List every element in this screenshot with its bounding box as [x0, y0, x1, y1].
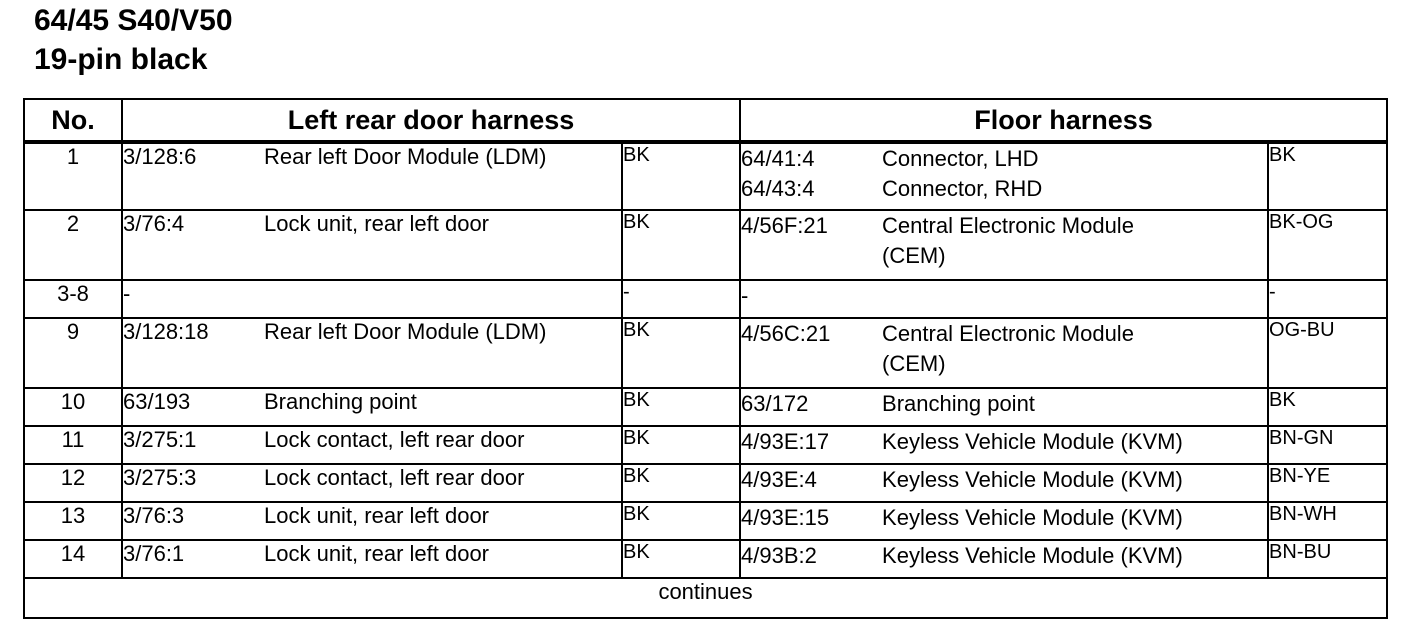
floor-component-code-line: 63/172 [741, 391, 809, 416]
footer-row [24, 578, 1387, 618]
left-component-code: 63/193 [122, 388, 264, 426]
connector-subtitle: 19-pin black [34, 43, 208, 76]
floor-wire-color: BN-WH [1268, 502, 1387, 540]
left-wire-color: BK [622, 318, 740, 388]
left-component-code: 3/128:18 [122, 318, 264, 388]
pin-number: 1 [24, 142, 122, 210]
header-floor-harness: Floor harness [740, 99, 1387, 142]
table-row [24, 210, 1387, 280]
table-header-row [24, 99, 1387, 142]
floor-component-description-line: Connector, LHD [882, 146, 1039, 171]
floor-component-description [882, 280, 1268, 318]
left-wire-color: BK [622, 540, 740, 578]
floor-component-code [740, 502, 882, 540]
floor-component-code-line: 4/56F:21 [741, 213, 828, 238]
left-component-description: Lock unit, rear left door [264, 502, 622, 540]
continues-note: continues [658, 579, 753, 604]
floor-component-description [882, 210, 1268, 280]
table-body [24, 142, 1387, 578]
floor-wire-color: BK-OG [1268, 210, 1387, 280]
left-component-description [264, 280, 622, 318]
pin-number: 2 [24, 210, 122, 280]
floor-wire-color: BK [1268, 142, 1387, 210]
pin-number: 12 [24, 464, 122, 502]
left-wire-color: BK [622, 142, 740, 210]
table-row [24, 280, 1387, 318]
pin-number: 3-8 [24, 280, 122, 318]
floor-component-code [740, 426, 882, 464]
table-row [24, 502, 1387, 540]
floor-component-description-line: Connector, RHD [882, 176, 1043, 201]
floor-wire-color: - [1268, 280, 1387, 318]
table-row [24, 426, 1387, 464]
floor-component-code-line: 4/93E:4 [741, 467, 817, 492]
left-component-code: 3/76:3 [122, 502, 264, 540]
pin-number: 10 [24, 388, 122, 426]
pin-number: 11 [24, 426, 122, 464]
left-component-description: Rear left Door Module (LDM) [264, 318, 622, 388]
left-wire-color: BK [622, 210, 740, 280]
floor-component-description-line: (CEM) [882, 351, 946, 376]
floor-component-description-line: Keyless Vehicle Module (KVM) [882, 543, 1183, 568]
floor-component-description [882, 540, 1268, 578]
floor-component-code-line: - [741, 283, 749, 308]
left-wire-color: BK [622, 426, 740, 464]
floor-wire-color: BK [1268, 388, 1387, 426]
floor-component-description-line: Keyless Vehicle Module (KVM) [882, 467, 1183, 492]
floor-component-code [740, 210, 882, 280]
floor-component-description [882, 464, 1268, 502]
left-component-code: 3/275:3 [122, 464, 264, 502]
left-component-code: - [122, 280, 264, 318]
floor-component-code [740, 388, 882, 426]
left-wire-color: BK [622, 502, 740, 540]
left-component-description: Lock contact, left rear door [264, 464, 622, 502]
pin-number: 14 [24, 540, 122, 578]
floor-component-description [882, 318, 1268, 388]
floor-component-code [740, 464, 882, 502]
floor-component-code [740, 540, 882, 578]
left-component-description: Lock unit, rear left door [264, 540, 622, 578]
document-title: 64/45 S40/V50 [34, 4, 233, 37]
floor-component-code [740, 142, 882, 210]
floor-component-description [882, 388, 1268, 426]
floor-component-description-line: (CEM) [882, 243, 946, 268]
floor-component-code-line: 4/93B:2 [741, 543, 817, 568]
floor-component-code [740, 280, 882, 318]
left-wire-color: BK [622, 464, 740, 502]
floor-component-code-line: 4/56C:21 [741, 321, 831, 346]
floor-wire-color: OG-BU [1268, 318, 1387, 388]
table-row [24, 388, 1387, 426]
pin-number: 13 [24, 502, 122, 540]
left-component-description: Lock contact, left rear door [264, 426, 622, 464]
floor-component-description-line: Branching point [882, 391, 1035, 416]
left-component-code: 3/76:4 [122, 210, 264, 280]
left-component-code: 3/275:1 [122, 426, 264, 464]
left-component-code: 3/128:6 [122, 142, 264, 210]
floor-wire-color: BN-GN [1268, 426, 1387, 464]
floor-component-description [882, 502, 1268, 540]
pinout-table [23, 98, 1388, 619]
floor-component-description [882, 142, 1268, 210]
floor-component-code-line: 64/43:4 [741, 176, 815, 201]
left-component-description: Lock unit, rear left door [264, 210, 622, 280]
table-row [24, 540, 1387, 578]
floor-component-code-line: 4/93E:17 [741, 429, 830, 454]
left-wire-color: BK [622, 388, 740, 426]
floor-component-description-line: Central Electronic Module [882, 213, 1134, 238]
table-row [24, 464, 1387, 502]
floor-component-description [882, 426, 1268, 464]
left-component-code: 3/76:1 [122, 540, 264, 578]
floor-wire-color: BN-YE [1268, 464, 1387, 502]
left-component-description: Rear left Door Module (LDM) [264, 142, 622, 210]
floor-component-code-line: 64/41:4 [741, 146, 815, 171]
left-wire-color: - [622, 280, 740, 318]
left-component-description: Branching point [264, 388, 622, 426]
floor-component-code-line: 4/93E:15 [741, 505, 830, 530]
header-left-rear-door-harness: Left rear door harness [122, 99, 740, 142]
table-row [24, 142, 1387, 210]
pin-number: 9 [24, 318, 122, 388]
floor-wire-color: BN-BU [1268, 540, 1387, 578]
floor-component-description-line: Keyless Vehicle Module (KVM) [882, 429, 1183, 454]
table-row [24, 318, 1387, 388]
floor-component-description-line: Keyless Vehicle Module (KVM) [882, 505, 1183, 530]
header-no: No. [24, 99, 122, 142]
floor-component-code [740, 318, 882, 388]
floor-component-description-line: Central Electronic Module [882, 321, 1134, 346]
